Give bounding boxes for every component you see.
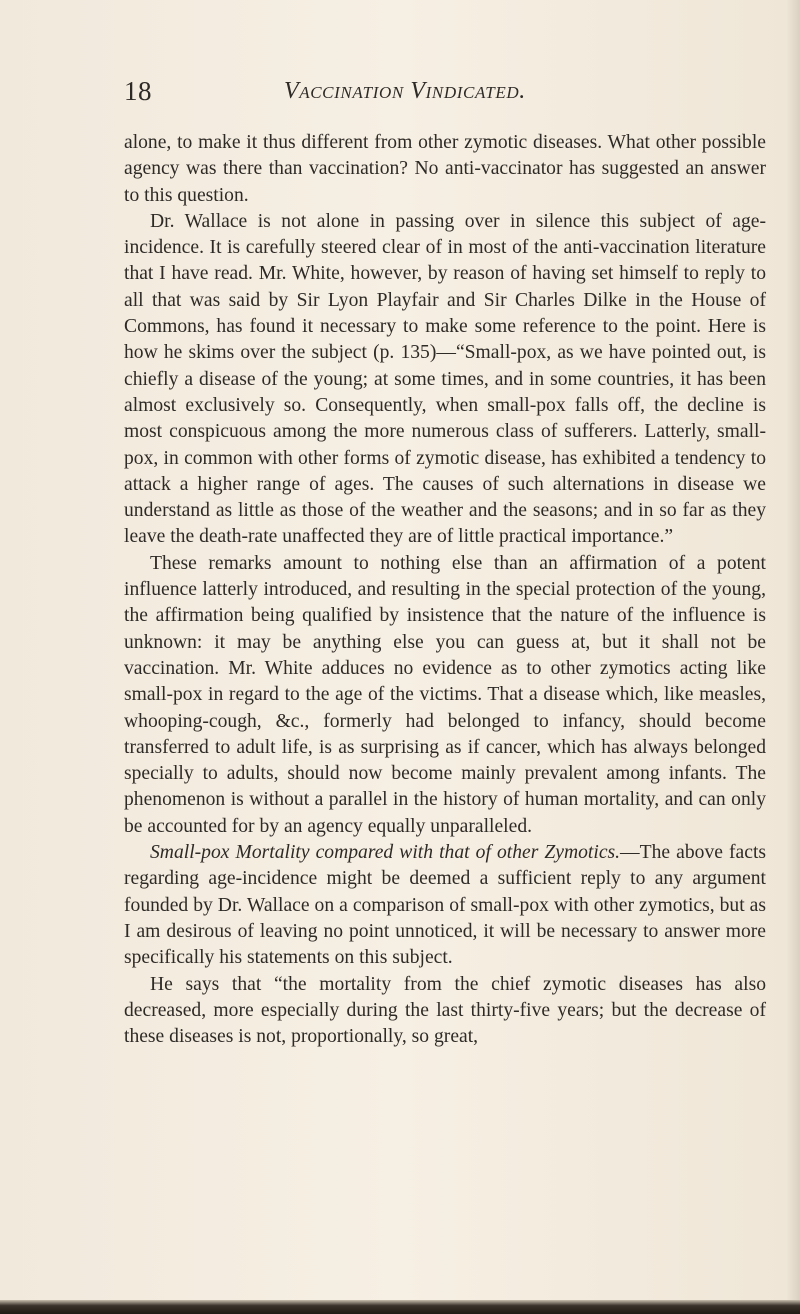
page-number: 18: [124, 76, 152, 106]
page-bottom-edge: [0, 1300, 800, 1314]
page-edge-shadow: [786, 0, 800, 1314]
paragraph-3: These remarks amount to nothing else than an affirmation of a potent influence latterly introduced, and resulting in the special protection of the young, the affirmation being qualified by insistence that the nature of the influence is unknown: it may be anything else you can guess at, but it shall not be vaccination. Mr. White adduces no evidence as to other zymotics acting like small-pox in regard to the age of the victims. That a disease which, like measles, whooping-cough, &c., formerly had belonged to infancy, should become transferred to adult life, is as surprising as if cancer, which has always belonged specially to adults, should now become mainly prevalent among infants. The phenomenon is without a parallel in the history of human mortality, and can only be accounted for by an agency equally unparalleled.: [124, 552, 766, 837]
section-title: Small-pox Mortality compared with that of other Zymotics.: [150, 842, 621, 864]
paragraph-2: Dr. Wallace is not alone in passing over in silence this subject of age-incidence. It is carefully steered clear of in most of the anti-vaccination literature that I have read. Mr. White, however, by reason of having set himself to reply to all that was said by Sir Lyon Playfair and Sir Charles Dilke in the House of Commons, has found it necessary to make some reference to the point. Here is how he skims over the subject (p. 135)—“Small-pox, as we have pointed out, is chiefly a disease of the young; at some times, and in some countries, it has been almost exclusively so. Consequently, when small-pox falls off, the decline is most conspicuous among the more numerous class of sufferers. Latterly, small-pox, in common with other forms of zymotic disease, has exhibited a tendency to attack a higher range of ages. The causes of such alternations in disease we understand as little as those of the weather and the seasons; and in so far as they leave the death-rate unaffected they are of little practical importance.”: [124, 210, 766, 548]
section-text: —The above facts regarding age-incidence might be deemed a sufficient reply to any argument founded by Dr. Wallace on a comparison of small-pox with other zymotics, but as I am desirous of leaving no point unnoticed, it will be necessary to answer more specifically his statements on this subject.: [124, 842, 767, 969]
section-paragraph: [124, 840, 766, 971]
body-text: [124, 130, 766, 1050]
paragraph-1: alone, to make it thus different from other zymotic diseases. What other possible agency was there than vaccination? No anti-vaccinator has suggested an answer to this question.: [124, 132, 766, 206]
running-head: [124, 76, 774, 108]
closing-paragraph: He says that “the mortality from the chief zymotic diseases has also decreased, more especially during the last thirty-five years; but the decrease of these diseases is not, proportionally, so great,: [124, 973, 766, 1048]
running-title: Vaccination Vindicated.: [284, 78, 526, 104]
